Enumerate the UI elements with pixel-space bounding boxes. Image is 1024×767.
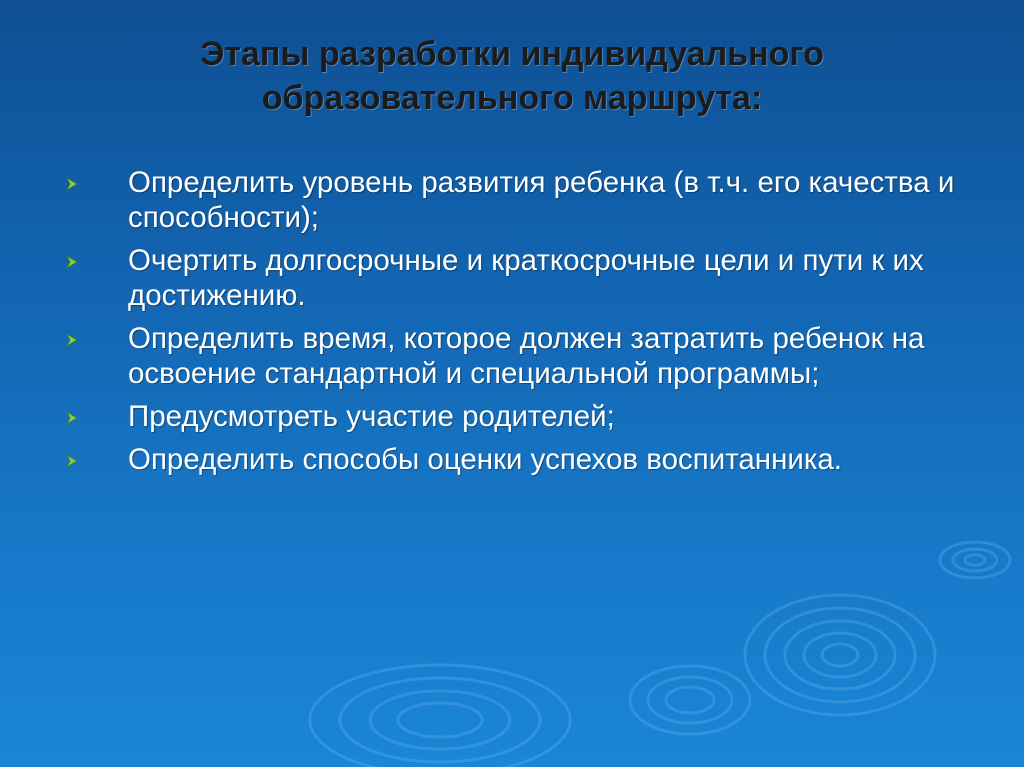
arrow-bullet-icon [64,176,80,192]
arrow-bullet-icon [64,332,80,348]
bullet-text: Определить способы оценки успехов воспитанника. [128,443,843,476]
arrow-bullet-icon [64,254,80,270]
bullet-text: Очертить долгосрочные и краткосрочные цели и пути к их достижению. [128,244,924,312]
bullet-item-1 [64,165,964,235]
bullet-item-3 [64,321,964,391]
slide-title [80,32,944,120]
arrow-bullet-icon [64,410,80,426]
slide-title-line-1: Этапы разработки индивидуального [200,35,824,73]
arrow-bullet-icon [64,453,80,469]
bullet-text: Определить уровень развития ребенка (в т.ч. его качества и способности); [128,166,955,234]
bullet-item-5 [64,442,964,477]
bullet-text: Определить время, которое должен затратить ребенок на освоение стандартной и специальной программы; [128,322,925,390]
slide-title-line-2: образовательного маршрута: [261,79,763,117]
bullet-item-4 [64,399,964,434]
bullet-item-2 [64,243,964,313]
bullet-text: Предусмотреть участие родителей; [128,400,615,433]
bullet-list [64,165,964,485]
